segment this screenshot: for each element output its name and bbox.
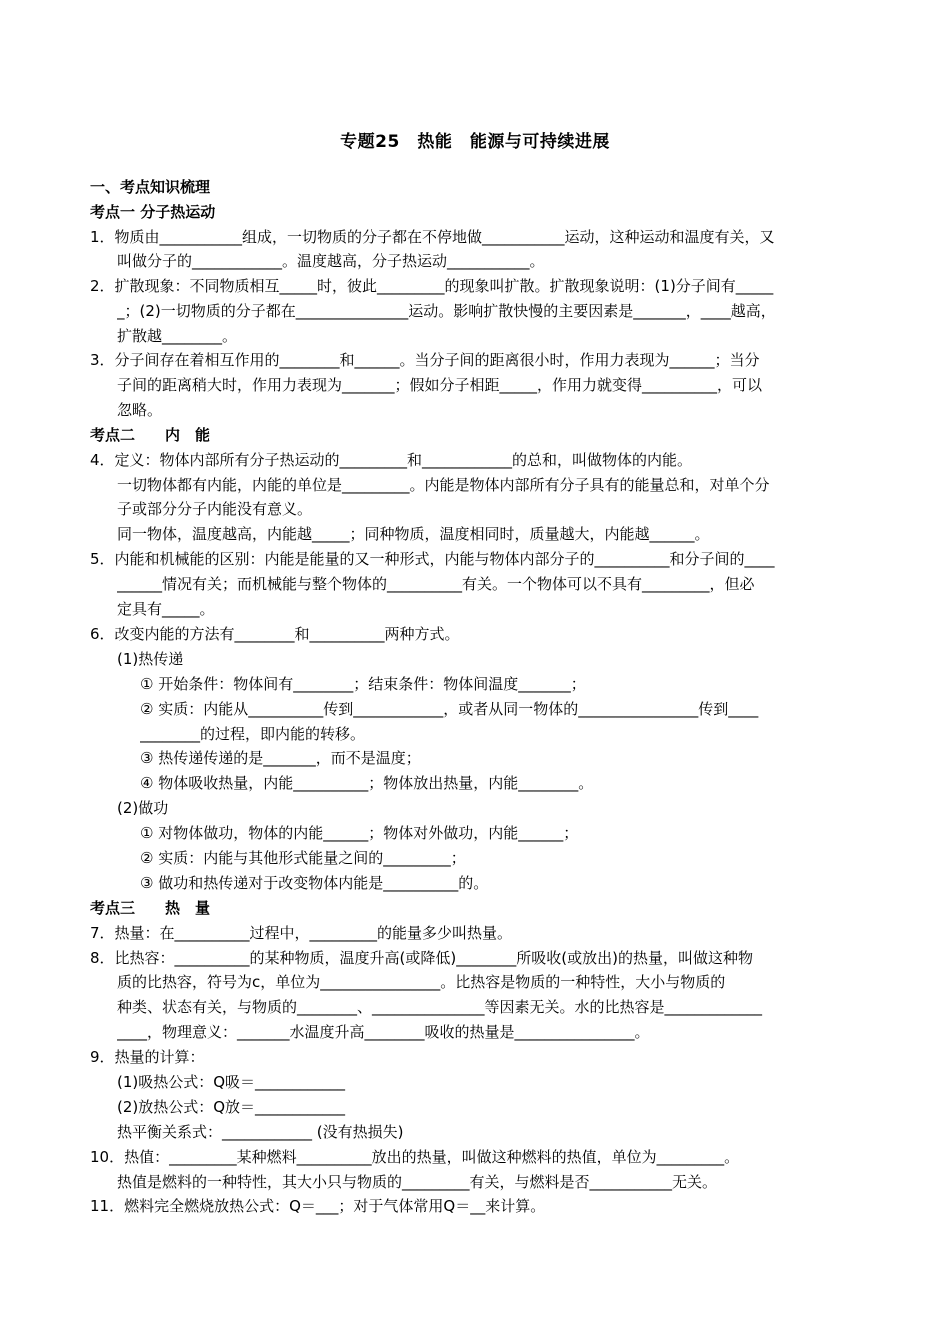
- text-line: ② 实质：内能从__________传到____________，或者从同一物体的________________传到____: [140, 700, 759, 718]
- text-line: 10．热值：_________某种燃料__________放出的热量，叫做这种燃料的热值，单位为_________。: [90, 1148, 740, 1166]
- text-line: 子或部分分子内能没有意义。: [117, 500, 313, 518]
- text-line: ______情况有关；而机械能与整个物体的__________有关。一个物体可以不具有_________，但必: [117, 575, 755, 593]
- topic-heading: 考点二 内 能: [90, 426, 211, 444]
- text-line: (1)吸热公式：Q吸＝____________: [117, 1073, 346, 1091]
- text-line: (2)放热公式：Q放＝____________: [117, 1098, 346, 1116]
- text-line: 质的比热容，符号为c，单位为________________。比热容是物质的一种特性，大小与物质的: [117, 973, 726, 991]
- text-line: ① 对物体做功，物体的内能______；物体对外做功，内能______；: [140, 824, 579, 842]
- text-line: 2．扩散现象：不同物质相互_____时，彼此_________的现象叫扩散。扩散现象说明：(1)分子间有_____: [90, 277, 774, 295]
- text-line: 5．内能和机械能的区别：内能是能量的又一种形式，内能与物体内部分子的__________和分子间的____: [90, 550, 775, 568]
- text-line: ④ 物体吸收热量，内能__________；物体放出热量，内能________。: [140, 774, 594, 792]
- text-line: ③ 做功和热传递对于改变物体内能是__________的。: [140, 874, 489, 892]
- topic-heading: 考点三 热 量: [90, 899, 211, 917]
- text-line: 种类、状态有关，与物质的________、_______________等因素无关。水的比热容是_____________: [117, 998, 763, 1016]
- text-line: 子间的距离稍大时，作用力表现为_______；假如分子相距_____，作用力就变得__________，可以: [117, 376, 763, 394]
- text-line: _；(2)一切物质的分子都在_______________运动。影响扩散快慢的主要因素是_______，____越高，: [117, 302, 776, 320]
- text-line: 6．改变内能的方法有________和__________两种方式。: [90, 625, 460, 643]
- text-line: 热平衡关系式：____________ (没有热损失): [117, 1123, 404, 1141]
- text-line: 扩散越________。: [117, 327, 238, 345]
- text-line: 忽略。: [117, 401, 163, 419]
- text-line: 9．热量的计算：: [90, 1048, 205, 1066]
- topic-heading: 考点一 分子热运动: [90, 203, 216, 221]
- text-line: ① 开始条件：物体间有________；结束条件：物体间温度_______；: [140, 675, 586, 693]
- text-line: (2)做功: [117, 799, 169, 817]
- text-line: 4．定义：物体内部所有分子热运动的_________和____________的总和，叫做物体的内能。: [90, 451, 693, 469]
- text-line: 热值是燃料的一种特性，其大小只与物质的_________有关，与燃料是否___________无关。: [117, 1173, 718, 1191]
- text-line: (1)热传递: [117, 650, 184, 668]
- text-line: ③ 热传递传递的是_______，而不是温度；: [140, 749, 421, 767]
- text-line: ________的过程，即内能的转移。: [140, 725, 366, 743]
- text-line: ____，物理意义：_______水温度升高________吸收的热量是________________。: [117, 1023, 650, 1041]
- text-line: 3．分子间存在着相互作用的________和______。当分子间的距离很小时，作用力表现为______；当分: [90, 351, 760, 369]
- text-line: 同一物体，温度越高，内能越_____；同种物质，温度相同时，质量越大，内能越______。: [117, 525, 710, 543]
- text-line: 11．燃料完全燃烧放热公式：Q＝___；对于气体常用Q＝__来计算。: [90, 1197, 546, 1215]
- text-line: 1．物质由___________组成，一切物质的分子都在不停地做___________运动，这种运动和温度有关，又: [90, 228, 775, 246]
- section-heading: 一、考点知识梳理: [90, 178, 211, 196]
- text-line: 叫做分子的____________。温度越高，分子热运动___________。: [117, 252, 545, 270]
- text-line: 一切物体都有内能，内能的单位是_________。内能是物体内部所有分子具有的能量总和，对单个分: [117, 476, 770, 494]
- text-line: 8．比热容：__________的某种物质，温度升高(或降低)________所吸收(或放出)的热量，叫做这种物: [90, 949, 753, 967]
- page-title: 专题25 热能 能源与可持续进展: [340, 132, 610, 152]
- text-line: 定具有_____。: [117, 600, 215, 618]
- text-line: ② 实质：内能与其他形式能量之间的_________；: [140, 849, 466, 867]
- text-line: 7．热量：在__________过程中，_________的能量多少叫热量。: [90, 924, 513, 942]
